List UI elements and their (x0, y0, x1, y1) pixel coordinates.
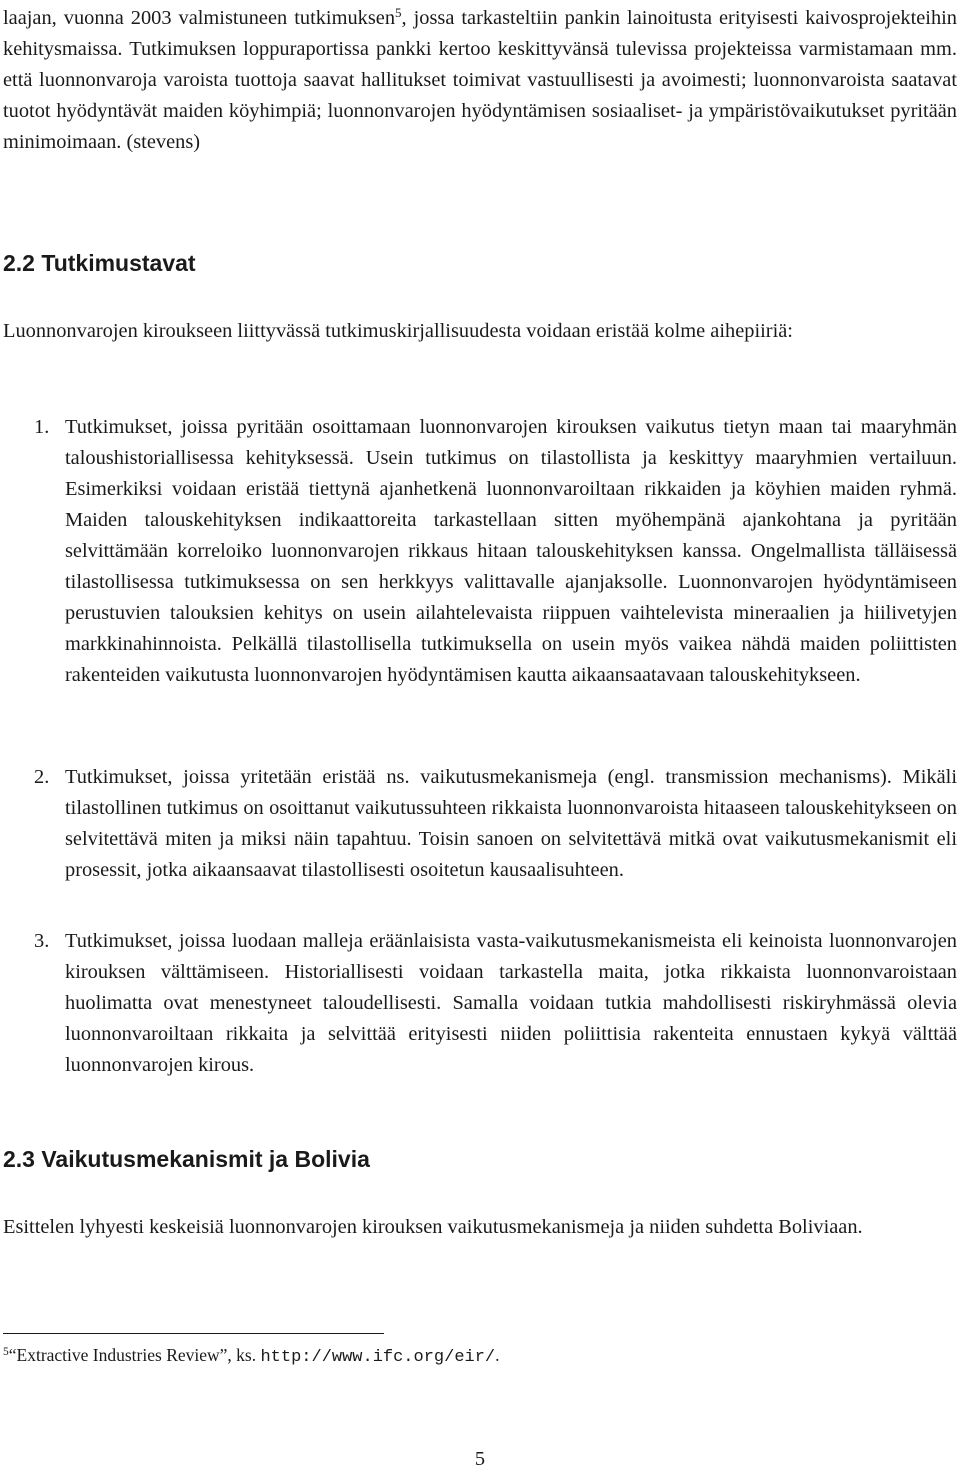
section-heading-2-3: 2.3 Vaikutusmekanismit ja Bolivia (3, 1146, 370, 1172)
section-2-3-lead: Esittelen lyhyesti keskeisiä luonnonvarojen kirouksen vaikutusmekanismeja ja niiden suhdetta Boliviaan. (3, 1216, 863, 1238)
footnote-text: “Extractive Industries Review”, ks. (8, 1345, 261, 1365)
section-heading-2-2: 2.2 Tutkimustavat (3, 250, 196, 276)
footnote-url-link[interactable]: http://www.ifc.org/eir/ (260, 1348, 496, 1367)
intro-text-rest: , jossa tarkasteltiin pankin lainoitusta erityisesti kaivosprojekteihin kehitysmaissa. Tutkimuksen loppuraportissa pankki kertoo keskittyvänsä tulevissa projekteissa varmistamaan mm. että luonnonvaroja varoista tuottoja saavat hallitukset toimivat vastuullisesti ja avoimesti; luonnonvaroista saatavat tuotot hyödyntävät maiden köyhimpiä; luonnonvarojen hyödyntämisen sosiaaliset- ja ympäristövaikutukset pyritään minimoimaan. (stevens) (3, 7, 958, 153)
intro-paragraph (3, 3, 957, 158)
list-item-number: 3. (34, 930, 50, 952)
list-item-number: 1. (34, 416, 50, 438)
footnote-divider (3, 1333, 384, 1334)
footnote-mark: 5 (3, 1346, 9, 1358)
section-2-2-lead: Luonnonvarojen kiroukseen liittyvässä tutkimuskirjallisuudesta voidaan eristää kolme aihepiiriä: (3, 320, 793, 342)
footnote-end: . (495, 1345, 500, 1365)
footnote (3, 1341, 957, 1372)
list-item-text: Tutkimukset, joissa luodaan malleja eräänlaisista vasta-vaikutusmekanismeista eli keinoista luonnonvarojen kirouksen välttämiseen. Historiallisesti voidaan tarkastella maita, jotka rikkaista luonnonvaroistaan huolimatta ovat menestyneet taloudellisesti. Samalla voidaan tutkia mahdollisesti riskiryhmässä olevia luonnonvaroiltaan rikkaita ja selvittää erityisesti niiden poliittisia rakenteita ennustaen kykyä välttää luonnonvarojen kirous. (65, 930, 957, 1076)
list-item-text: Tutkimukset, joissa pyritään osoittamaan luonnonvarojen kirouksen vaikutus tietyn maan tai maaryhmän taloushistoriallisessa kehityksessä. Usein tutkimus on tilastollista ja keskittyy maaryhmien vertailuun. Esimerkiksi voidaan eristää tiettynä ajanhetkenä luonnonvaroiltaan rikkaiden ja köyhien maiden ryhmä. Maiden talouskehityksen indikaattoreita tarkastellaan sitten myöhempänä ajankohtana ja pyritään selvittämään korreloiko luonnonvarojen rikkaus hitaan talouskehityksen kanssa. Ongelmallista tälläisessä tilastollisessa tutkimuksessa on sen herkkyys valittavalle ajanjaksolle. Luonnonvarojen hyödyntämiseen perustuvien talouksien kehitys on usein ailahtelevaista riippuen vaihtelevista mineraalien ja hiilivetyjen markkinahinnoista. Pelkällä tilastollisella tutkimuksella on usein myös vaikea nähdä maiden poliittisten rakenteiden vaikutusta luonnonvarojen hyödyntämisen kautta aikaansaatavaan talouskehitykseen. (65, 416, 957, 686)
list-item-text: Tutkimukset, joissa yritetään eristää ns. vaikutusmekanismeja (engl. transmission mechanisms). Mikäli tilastollinen tutkimus on osoittanut vaikutussuhteen rikkaista luonnonvaroista hitaaseen talouskehitykseen on selvitettävä miten ja miksi näin tapahtuu. Toisin sanoen on selvitettävä mitkä ovat vaikutusmekanismit eli prosessit, jotka aikaansaavat tilastollisesti osoitetun kausaalisuhteen. (65, 766, 957, 881)
intro-text-start: laajan, vuonna 2003 valmistuneen tutkimuksen (3, 7, 396, 29)
list-item-number: 2. (34, 766, 50, 788)
footnote-reference[interactable]: 5 (395, 5, 402, 20)
page-number: 5 (474, 1448, 486, 1470)
